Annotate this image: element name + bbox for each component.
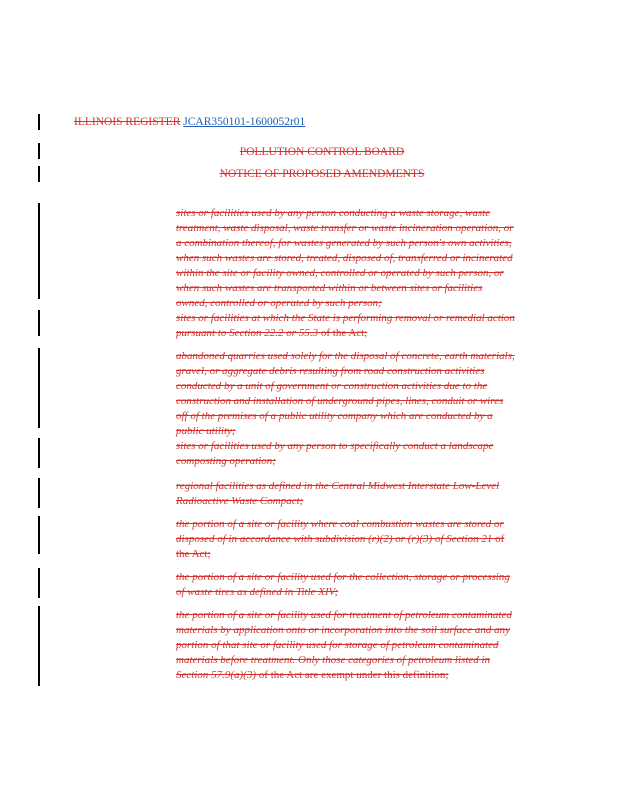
paragraph: sites or facilities at which the State is performing removal or remedial action pursuant to Section 22.2 or 55.3 of the Act;	[176, 312, 515, 339]
change-bar	[38, 438, 40, 468]
notice-title: NOTICE OF PROPOSED AMENDMENTS	[219, 168, 425, 180]
change-bar	[38, 516, 40, 554]
change-bar	[38, 310, 40, 336]
change-bar	[38, 606, 40, 686]
board-title: POLLUTION CONTROL BOARD	[239, 146, 405, 158]
paragraph: the portion of a site or facility used for treatment of petroleum contaminated materials by application onto or incorporation into the soil surface and any portion of that site or facility used for storage of petroleum contaminated materials before treatment. Only those categories of petroleum listed in Section 57.9(a)(3) of the Act are exempt under this definition;	[176, 609, 512, 681]
paragraph: the portion of a site or facility used for the collection, storage or processing of waste tires as defined in Title XIV;	[176, 571, 510, 598]
change-bar	[38, 478, 40, 508]
change-bar	[38, 114, 40, 130]
change-bar	[38, 568, 40, 598]
deleted-header-text: ILLINOIS REGISTER	[74, 116, 181, 128]
register-header	[74, 116, 305, 128]
paragraph: sites or facilities used by any person conducting a waste storage, waste treatment, waste disposal, waste transfer or waste incineration operation, or a combination thereof, for wastes generated by such person's own activities, when such wastes are stored, treated, disposed of, transferred or incinerated within the site or facility owned, controlled or operated by such person, or when such wastes are transported within or between sites or facilities owned, controlled or operated by such person;	[176, 207, 514, 309]
change-bar	[38, 203, 40, 299]
paragraph: regional facilities as defined in the Central Midwest Interstate Low-Level Radioactive Waste Compact;	[176, 480, 500, 507]
paragraph: the portion of a site or facility where coal combustion wastes are stored or disposed of in accordance with subdivision (r)(2) or (r)(3) of Section 21 of the Act;	[176, 518, 505, 560]
paragraph: abandoned quarries used solely for the disposal of concrete, earth materials, gravel, or aggregate debris resulting from road construction activities conducted by a unit of government or construction activities due to the construction and installation of underground pipes, lines, conduit or wires off of the premises of a public utility company which are conducted by a public utility;	[176, 350, 515, 437]
inserted-header-text: JCAR350101-1600052r01	[183, 116, 306, 128]
paragraph: sites or facilities used by any person to specifically conduct a landscape composting operation;	[176, 440, 494, 467]
change-bar	[38, 348, 40, 428]
